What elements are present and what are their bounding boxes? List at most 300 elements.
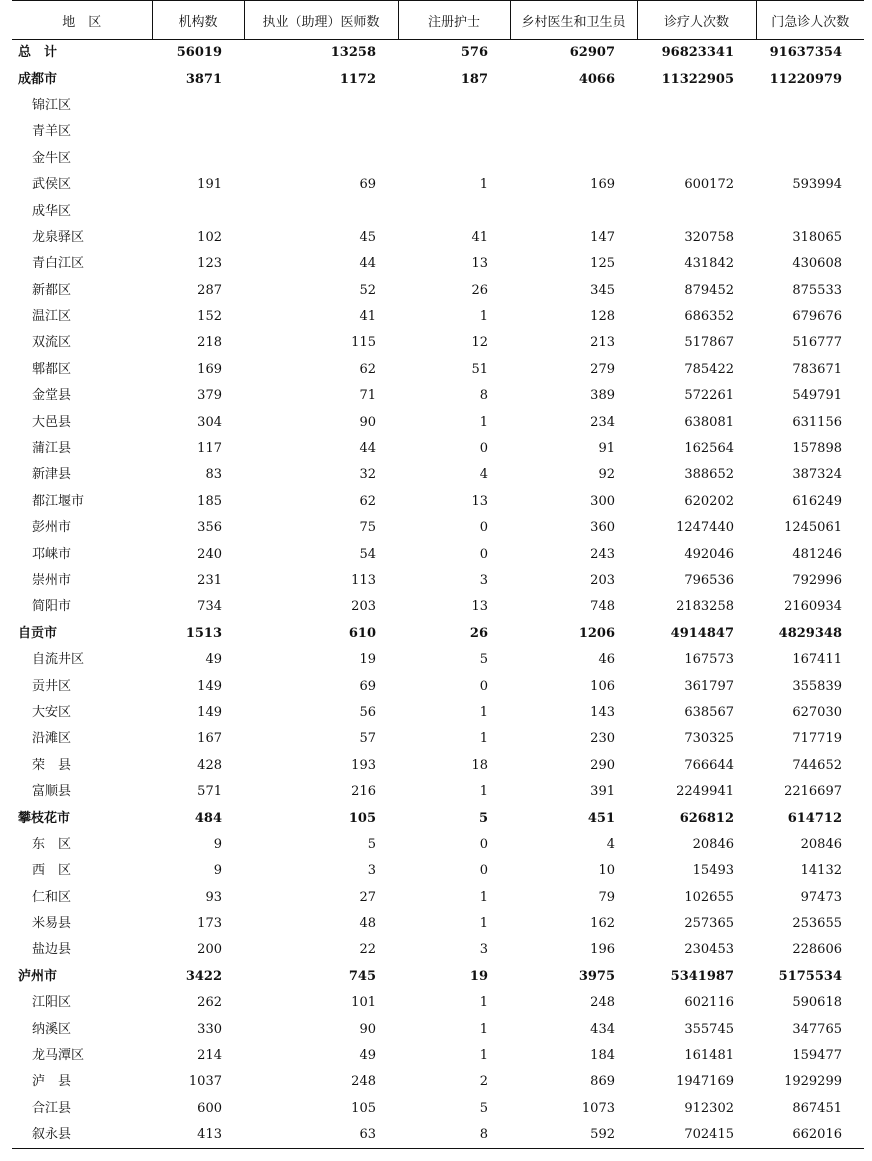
outpatient-visits-cell: 2160934 [784,599,842,615]
institutions-cell: 356 [197,520,222,536]
table-row-city [12,40,864,67]
village-doctors-cell: 128 [590,309,615,325]
header-row [12,1,864,40]
village-doctors-cell: 184 [590,1048,615,1064]
physicians-cell: 101 [351,995,376,1011]
visits-cell: 1247440 [676,520,734,536]
region-name-cell: 青白江区 [32,256,85,272]
region-name-cell: 都江堰市 [32,493,85,509]
institutions-cell: 117 [197,441,222,457]
region-name-cell: 纳溪区 [32,1021,72,1037]
region-name-cell: 富顺县 [32,784,72,800]
table-row-city [12,805,864,831]
table-row-district [12,436,864,462]
region-name-cell: 新津县 [32,467,72,483]
institutions-cell: 218 [197,335,222,351]
nurses-cell: 41 [471,229,488,245]
nurses-cell: 5 [478,810,488,826]
nurses-cell: 576 [460,45,488,61]
village-doctors-cell: 213 [590,335,615,351]
visits-cell: 2249941 [676,784,734,800]
region-name-cell: 泸 县 [32,1074,72,1090]
table-row-district [12,225,864,251]
visits-cell: 1947169 [676,1074,734,1090]
statistics-table-container [12,0,864,1149]
physicians-cell: 113 [351,573,376,588]
village-doctors-cell: 389 [590,388,615,404]
physicians-cell: 54 [359,546,376,562]
outpatient-visits-cell: 167411 [792,652,842,668]
region-name-cell: 武侯区 [32,177,72,193]
region-name-cell: 郫都区 [32,361,72,377]
institutions-cell [152,198,244,224]
physicians-cell [244,146,398,172]
visits-cell: 702415 [637,1122,756,1149]
region-name-cell: 自流井区 [32,652,85,668]
physicians-cell [244,119,398,145]
table-row-district [12,93,864,119]
visits-cell: 730325 [684,731,734,747]
region-name-cell: 总 计 [18,45,58,61]
outpatient-visits-cell: 2216697 [784,784,842,800]
nurses-cell: 1 [479,731,488,747]
table-row-district [12,278,864,304]
region-name-cell: 贡井区 [32,678,72,694]
outpatient-visits-cell: 4829348 [778,625,842,641]
village-doctors-cell: 451 [587,810,615,826]
table-row-district [12,779,864,805]
nurses-cell: 187 [460,71,488,87]
nurses-cell: 1 [479,1048,488,1064]
village-doctors-cell: 869 [590,1074,615,1090]
institutions-cell: 169 [197,361,222,377]
nurses-cell: 5 [479,652,488,668]
nurses-cell: 12 [471,335,488,351]
physicians-cell: 248 [351,1074,376,1090]
table-row-district [12,357,864,383]
visits-cell: 620202 [684,493,734,509]
nurses-cell: 1 [479,414,488,430]
table-row-district [12,700,864,726]
village-doctors-cell [510,93,637,119]
outpatient-visits-cell: 14132 [800,863,842,879]
institutions-cell: 185 [197,493,222,509]
table-row-district [12,753,864,779]
outpatient-visits-cell: 783671 [792,361,842,377]
region-name-cell: 龙泉驿区 [32,229,85,245]
table-header [12,1,864,40]
region-name-cell: 新都区 [32,282,72,298]
village-doctors-cell: 196 [590,942,615,958]
village-doctors-cell: 434 [590,1021,615,1037]
visits-cell: 431842 [684,256,734,272]
institutions-cell: 304 [197,414,222,430]
physicians-cell: 3 [367,863,376,879]
nurses-cell: 2 [479,1074,488,1090]
physicians-cell: 49 [359,1048,376,1064]
outpatient-visits-cell: 1245061 [784,520,842,536]
nurses-cell: 1 [479,889,488,905]
nurses-cell: 1 [479,704,488,720]
outpatient-visits-cell: 5175534 [778,968,842,984]
table-row-district [12,858,864,884]
outpatient-visits-cell: 387324 [792,467,842,483]
table-row-city [12,66,864,92]
visits-cell [637,93,756,119]
outpatient-visits-cell: 481246 [792,546,842,562]
institutions-cell: 240 [197,546,222,562]
nurses-cell: 13 [471,256,488,272]
outpatient-visits-cell [756,146,864,172]
institutions-cell: 152 [197,309,222,325]
outpatient-visits-cell: 253655 [792,916,842,932]
table-row-district [12,462,864,488]
region-name-cell: 蒲江县 [32,441,72,457]
physicians-cell: 56 [359,704,376,720]
nurses-cell: 0 [479,836,488,852]
nurses-cell: 3 [479,942,488,958]
village-doctors-cell: 62907 [569,45,615,61]
institutions-cell: 149 [197,704,222,720]
village-doctors-cell: 592 [510,1122,637,1149]
physicians-cell: 22 [359,942,376,958]
table-row-district [12,990,864,1016]
outpatient-visits-cell: 228606 [792,942,842,958]
institutions-cell: 330 [197,1021,222,1037]
physicians-cell: 193 [351,757,376,773]
outpatient-visits-cell: 347765 [792,1021,842,1037]
nurses-cell: 0 [479,520,488,536]
physicians-cell: 105 [348,810,376,826]
visits-cell [637,119,756,145]
nurses-cell: 1 [479,177,488,193]
physicians-cell: 45 [359,229,376,245]
table-row-district [12,251,864,277]
region-name-cell: 锦江区 [32,97,72,113]
region-name-cell: 仁和区 [32,889,72,905]
institutions-cell: 9 [213,863,222,879]
region-name-cell: 攀枝花市 [18,810,71,826]
institutions-cell: 93 [205,889,222,905]
visits-cell [637,146,756,172]
region-name-cell: 荣 县 [32,757,72,773]
visits-cell: 230453 [684,942,734,958]
outpatient-visits-cell: 627030 [792,704,842,720]
outpatient-visits-cell: 318065 [792,229,842,245]
physicians-cell: 44 [359,256,376,272]
visits-cell: 492046 [684,546,734,562]
visits-cell: 15493 [692,863,734,879]
outpatient-visits-cell: 516777 [792,335,842,351]
outpatient-visits-cell: 792996 [792,573,842,588]
physicians-cell [244,93,398,119]
region-name-cell: 大安区 [32,704,72,720]
region-name-cell: 西 区 [32,863,72,879]
nurses-cell: 0 [479,678,488,694]
nurses-cell: 4 [479,467,488,483]
physicians-cell: 62 [359,493,376,509]
village-doctors-cell [510,119,637,145]
region-name-cell: 叙永县 [12,1122,152,1149]
village-doctors-cell: 162 [590,916,615,932]
outpatient-visits-cell: 20846 [800,836,842,852]
visits-cell: 257365 [684,916,734,932]
outpatient-visits-cell: 679676 [792,309,842,325]
visits-cell: 96823341 [661,45,734,61]
region-name-cell: 成华区 [32,203,72,219]
institutions-cell: 600 [197,1100,222,1116]
village-doctors-cell: 203 [590,573,615,588]
institutions-cell: 3422 [185,968,222,984]
region-name-cell: 成都市 [18,71,58,87]
physicians-cell: 203 [351,599,376,615]
outpatient-visits-cell: 717719 [792,731,842,747]
table-row-city [12,964,864,990]
table-row-district [12,911,864,937]
region-name-cell: 简阳市 [32,599,72,615]
village-doctors-cell: 143 [590,704,615,720]
nurses-cell: 1 [479,1021,488,1037]
table-row-district [12,594,864,620]
village-doctors-cell: 248 [590,995,615,1011]
nurses-cell: 1 [479,309,488,325]
visits-cell: 686352 [684,309,734,325]
outpatient-visits-cell: 1929299 [784,1074,842,1090]
nurses-cell: 1 [479,784,488,800]
nurses-cell: 3 [479,573,488,588]
institutions-cell: 428 [197,757,222,773]
nurses-cell: 1 [479,916,488,932]
region-name-cell: 泸州市 [18,968,58,984]
region-name-cell: 邛崃市 [32,546,72,562]
village-doctors-cell: 46 [598,652,615,668]
region-name-cell: 龙马潭区 [32,1048,85,1064]
region-name-cell: 自贡市 [18,625,58,641]
outpatient-visits-cell: 430608 [792,256,842,272]
table-row-district [12,568,864,594]
table-row-district [12,726,864,752]
outpatient-visits-cell: 549791 [792,388,842,404]
nurses-cell: 8 [479,388,488,404]
header-region: 地 区 [12,1,152,40]
institutions-cell: 734 [197,599,222,615]
region-name-cell: 盐边县 [32,942,72,958]
outpatient-visits-cell: 875533 [792,282,842,298]
region-name-cell: 青羊区 [32,124,72,140]
institutions-cell: 413 [152,1122,244,1149]
nurses-cell [398,198,510,224]
physicians-cell: 27 [359,889,376,905]
physicians-cell: 41 [359,309,376,325]
header-village-doctors: 乡村医生和卫生员 [510,1,637,40]
village-doctors-cell: 1073 [581,1100,615,1116]
institutions-cell: 123 [197,256,222,272]
nurses-cell: 26 [469,625,488,641]
visits-cell: 11322905 [661,71,734,87]
region-name-cell: 合江县 [32,1100,72,1116]
institutions-cell: 287 [197,282,222,298]
table-row-district [12,1016,864,1042]
table-row-district [12,515,864,541]
table-row-district [12,146,864,172]
physicians-cell: 745 [348,968,376,984]
outpatient-visits-cell: 616249 [792,493,842,509]
region-name-cell: 金牛区 [32,150,72,166]
institutions-cell: 191 [197,177,222,193]
table-row-district [12,1069,864,1095]
table-row-district [12,119,864,145]
header-physicians: 执业（助理）医师数 [244,1,398,40]
village-doctors-cell: 243 [590,546,615,562]
village-doctors-cell: 300 [590,493,615,509]
table-row-district [12,541,864,567]
table-row-city [12,621,864,647]
physicians-cell: 115 [351,335,376,351]
physicians-cell: 13258 [330,45,376,61]
institutions-cell: 262 [197,995,222,1011]
outpatient-visits-cell: 97473 [800,889,842,905]
physicians-cell: 5 [367,836,376,852]
institutions-cell: 83 [205,467,222,483]
outpatient-visits-cell: 590618 [792,995,842,1011]
visits-cell: 161481 [684,1048,734,1064]
nurses-cell: 19 [469,968,488,984]
visits-cell: 162564 [684,441,734,457]
outpatient-visits-cell: 867451 [792,1100,842,1116]
village-doctors-cell: 3975 [578,968,615,984]
visits-cell: 638567 [684,704,734,720]
physicians-cell: 105 [351,1100,376,1116]
physicians-cell: 71 [359,388,376,404]
visits-cell: 517867 [684,335,734,351]
institutions-cell: 56019 [176,45,222,61]
nurses-cell: 13 [471,493,488,509]
region-name-cell: 彭州市 [32,520,72,536]
nurses-cell: 26 [471,282,488,298]
visits-cell: 766644 [684,757,734,773]
village-doctors-cell: 79 [598,889,615,905]
table-row-district [12,409,864,435]
visits-cell: 361797 [684,678,734,694]
table-row-district [12,1043,864,1069]
village-doctors-cell: 147 [590,229,615,245]
institutions-cell: 149 [197,678,222,694]
header-visits: 诊疗人次数 [637,1,756,40]
visits-cell: 5341987 [670,968,734,984]
physicians-cell: 19 [359,652,376,668]
nurses-cell: 13 [471,599,488,615]
table-body [12,40,864,1149]
village-doctors-cell: 230 [590,731,615,747]
nurses-cell [398,93,510,119]
physicians-cell: 69 [359,678,376,694]
visits-cell: 388652 [684,467,734,483]
village-doctors-cell: 1206 [578,625,615,641]
visits-cell: 785422 [684,361,734,377]
region-name-cell: 双流区 [32,335,72,351]
outpatient-visits-cell: 593994 [792,177,842,193]
outpatient-visits-cell [756,119,864,145]
header-nurses: 注册护士 [398,1,510,40]
nurses-cell: 1 [479,995,488,1011]
physicians-cell: 90 [359,1021,376,1037]
nurses-cell: 0 [479,863,488,879]
institutions-cell: 173 [197,916,222,932]
statistics-table [12,0,864,1149]
village-doctors-cell: 10 [598,863,615,879]
institutions-cell: 1037 [188,1074,222,1090]
institutions-cell [152,93,244,119]
physicians-cell: 32 [359,467,376,483]
table-row-district [12,1096,864,1122]
physicians-cell: 48 [359,916,376,932]
physicians-cell: 610 [348,625,376,641]
table-row-district [12,330,864,356]
region-name-cell: 温江区 [32,309,72,325]
visits-cell: 320758 [684,229,734,245]
region-name-cell: 金堂县 [32,388,72,404]
outpatient-visits-cell: 744652 [792,757,842,773]
region-name-cell: 东 区 [32,836,72,852]
village-doctors-cell: 345 [590,282,615,298]
outpatient-visits-cell [756,198,864,224]
outpatient-visits-cell [756,93,864,119]
physicians-cell: 69 [359,177,376,193]
visits-cell: 912302 [684,1100,734,1116]
table-row-district [12,885,864,911]
table-row-district [12,647,864,673]
visits-cell: 600172 [684,177,734,193]
village-doctors-cell: 290 [590,757,615,773]
physicians-cell: 62 [359,361,376,377]
outpatient-visits-cell: 157898 [792,441,842,457]
visits-cell [637,198,756,224]
visits-cell: 20846 [692,836,734,852]
visits-cell: 626812 [679,810,734,826]
nurses-cell: 0 [479,546,488,562]
visits-cell: 102655 [684,889,734,905]
visits-cell: 355745 [684,1021,734,1037]
village-doctors-cell: 4066 [578,71,615,87]
nurses-cell: 8 [398,1122,510,1149]
table-row-district [12,383,864,409]
table-row-district [12,832,864,858]
visits-cell: 572261 [684,388,734,404]
physicians-cell [244,198,398,224]
nurses-cell: 0 [479,441,488,457]
village-doctors-cell: 748 [590,599,615,615]
village-doctors-cell: 169 [590,177,615,193]
village-doctors-cell: 125 [590,256,615,272]
village-doctors-cell [510,198,637,224]
outpatient-visits-cell: 91637354 [769,45,842,61]
physicians-cell: 90 [359,414,376,430]
institutions-cell: 49 [205,652,222,668]
village-doctors-cell: 106 [590,678,615,694]
table-row-district [12,489,864,515]
physicians-cell: 1172 [339,71,376,87]
table-row-district [12,172,864,198]
outpatient-visits-cell: 631156 [792,414,842,430]
region-name-cell: 沿滩区 [32,731,72,747]
outpatient-visits-cell: 355839 [792,678,842,694]
institutions-cell [152,146,244,172]
region-name-cell: 江阳区 [32,995,72,1011]
institutions-cell: 379 [197,388,222,404]
physicians-cell: 216 [351,784,376,800]
visits-cell: 796536 [684,573,734,588]
physicians-cell: 44 [359,441,376,457]
